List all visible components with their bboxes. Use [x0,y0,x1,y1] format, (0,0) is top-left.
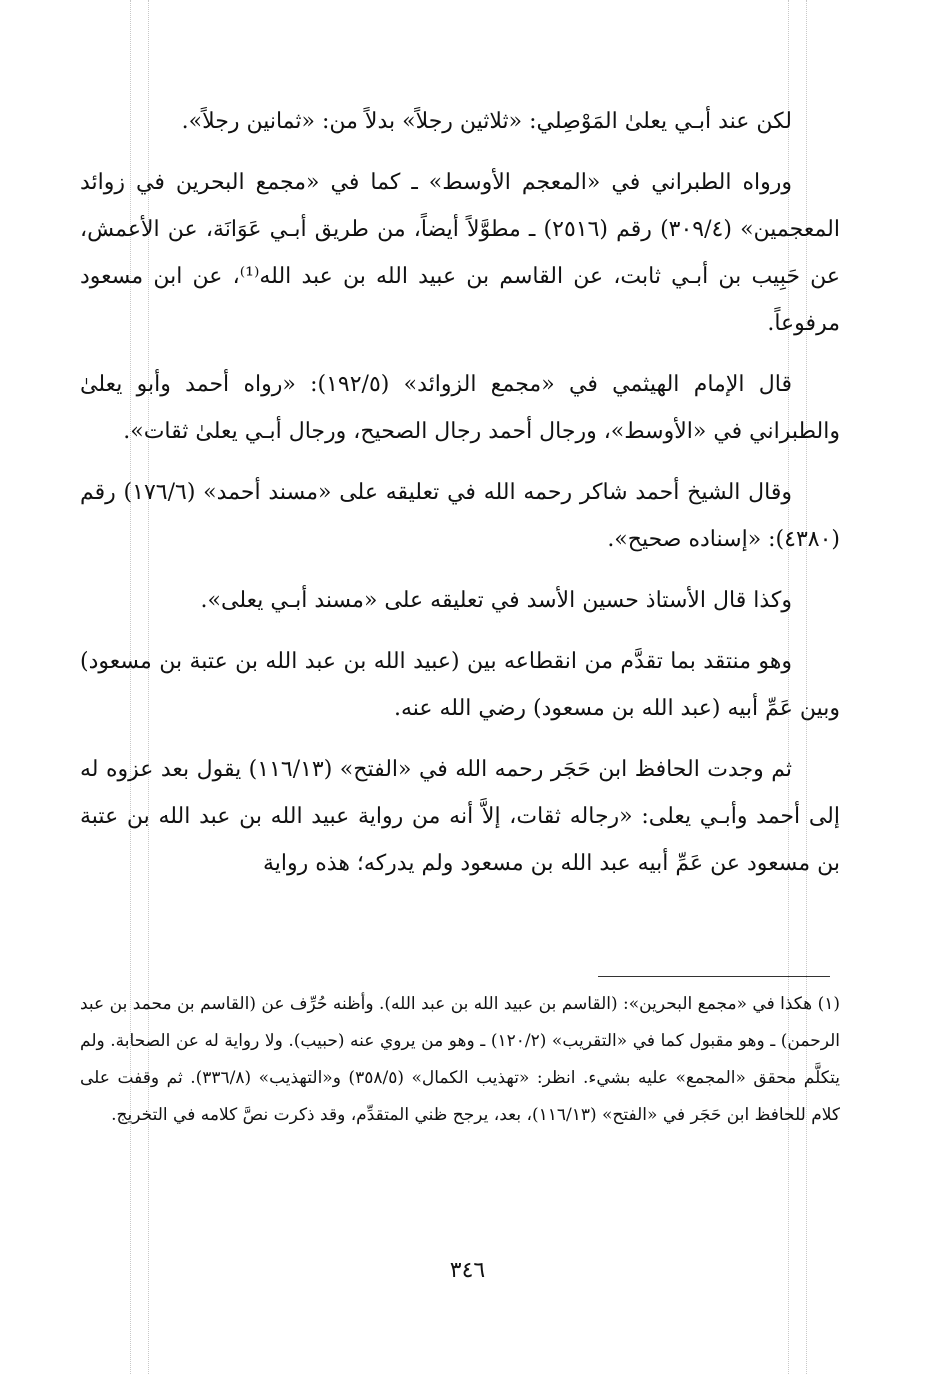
paragraph: وهو منتقد بما تقدَّم من انقطاعه بين (عبيد الله بن عبد الله بن عتبة بن مسعود) وبين عَمِّ أبيه (عبد الله بن مسعود) رضي الله عنه. [80,649,840,721]
paragraph: وقال الشيخ أحمد شاكر رحمه الله في تعليقه على «مسند أحمد» (١٧٦/٦) رقم (٤٣٨٠): «إسناده صحيح». [80,480,840,552]
main-text [80,98,840,901]
page-number: ٣٤٦ [449,1258,486,1283]
paragraph: وكذا قال الأستاذ حسين الأسد في تعليقه على «مسند أبـي يعلى». [200,588,792,613]
footnotes [80,986,840,1134]
paragraph: قال الإمام الهيثمي في «مجمع الزوائد» (١٩٢/٥): «رواه أحمد وأبو يعلىٰ والطبراني في «الأوسط»، ورجال أحمد رجال الصحيح، ورجال أبـي يعلىٰ ثقات». [80,372,840,444]
paragraph: ورواه الطبراني في «المعجم الأوسط» ـ كما في «مجمع البحرين في زوائد المعجمين» (٣٠٩/٤) رقم (٢٥١٦) ـ مطوَّلاً أيضاً، من طريق أبـي عَوَانَة، عن الأعمش، عن حَبِيب بن أبـي ثابت، عن القاسم بن عبيد الله بن عبد الله⁽¹⁾، عن ابن مسعود مرفوعاً. [80,170,840,336]
footnote-1: (١) هكذا في «مجمع البحرين»: (القاسم بن عبيد الله بن عبد الله). وأظنه حُرِّف عن (القاسم بن محمد بن عبد الرحمن) ـ وهو مقبول كما في «التقريب» (١٢٠/٢) ـ وهو من يروي عنه (حبيب). ولا رواية له عن الصحابة. ولم يتكلَّم محقق «المجمع» عليه بشيء. انظر: «تهذيب الكمال» (٣٥٨/٥) و«التهذيب» (٣٣٦/٨). ثم وقفت على كلام للحافظ ابن حَجَر في «الفتح» (١١٦/١٣)، بعد، يرجح ظني المتقدِّم، وقد ذكرت نصَّ كلامه في التخريج. [80,994,840,1125]
paragraph: ثم وجدت الحافظ ابن حَجَر رحمه الله في «الفتح» (١١٦/١٣) يقول بعد عزوه له إلى أحمد وأبـي يعلى: «رجاله ثقات، إلاَّ أنه من رواية عبيد الله بن عبد الله بن عتبة بن مسعود عن عَمِّ أبيه عبد الله بن مسعود ولم يدركه؛ هذه رواية [80,757,840,876]
footnote-separator [598,976,830,977]
paragraph: لكن عند أبـي يعلىٰ المَوْصِلي: «ثلاثين رجلاً» بدلاً من: «ثمانين رجلاً». [181,109,792,134]
